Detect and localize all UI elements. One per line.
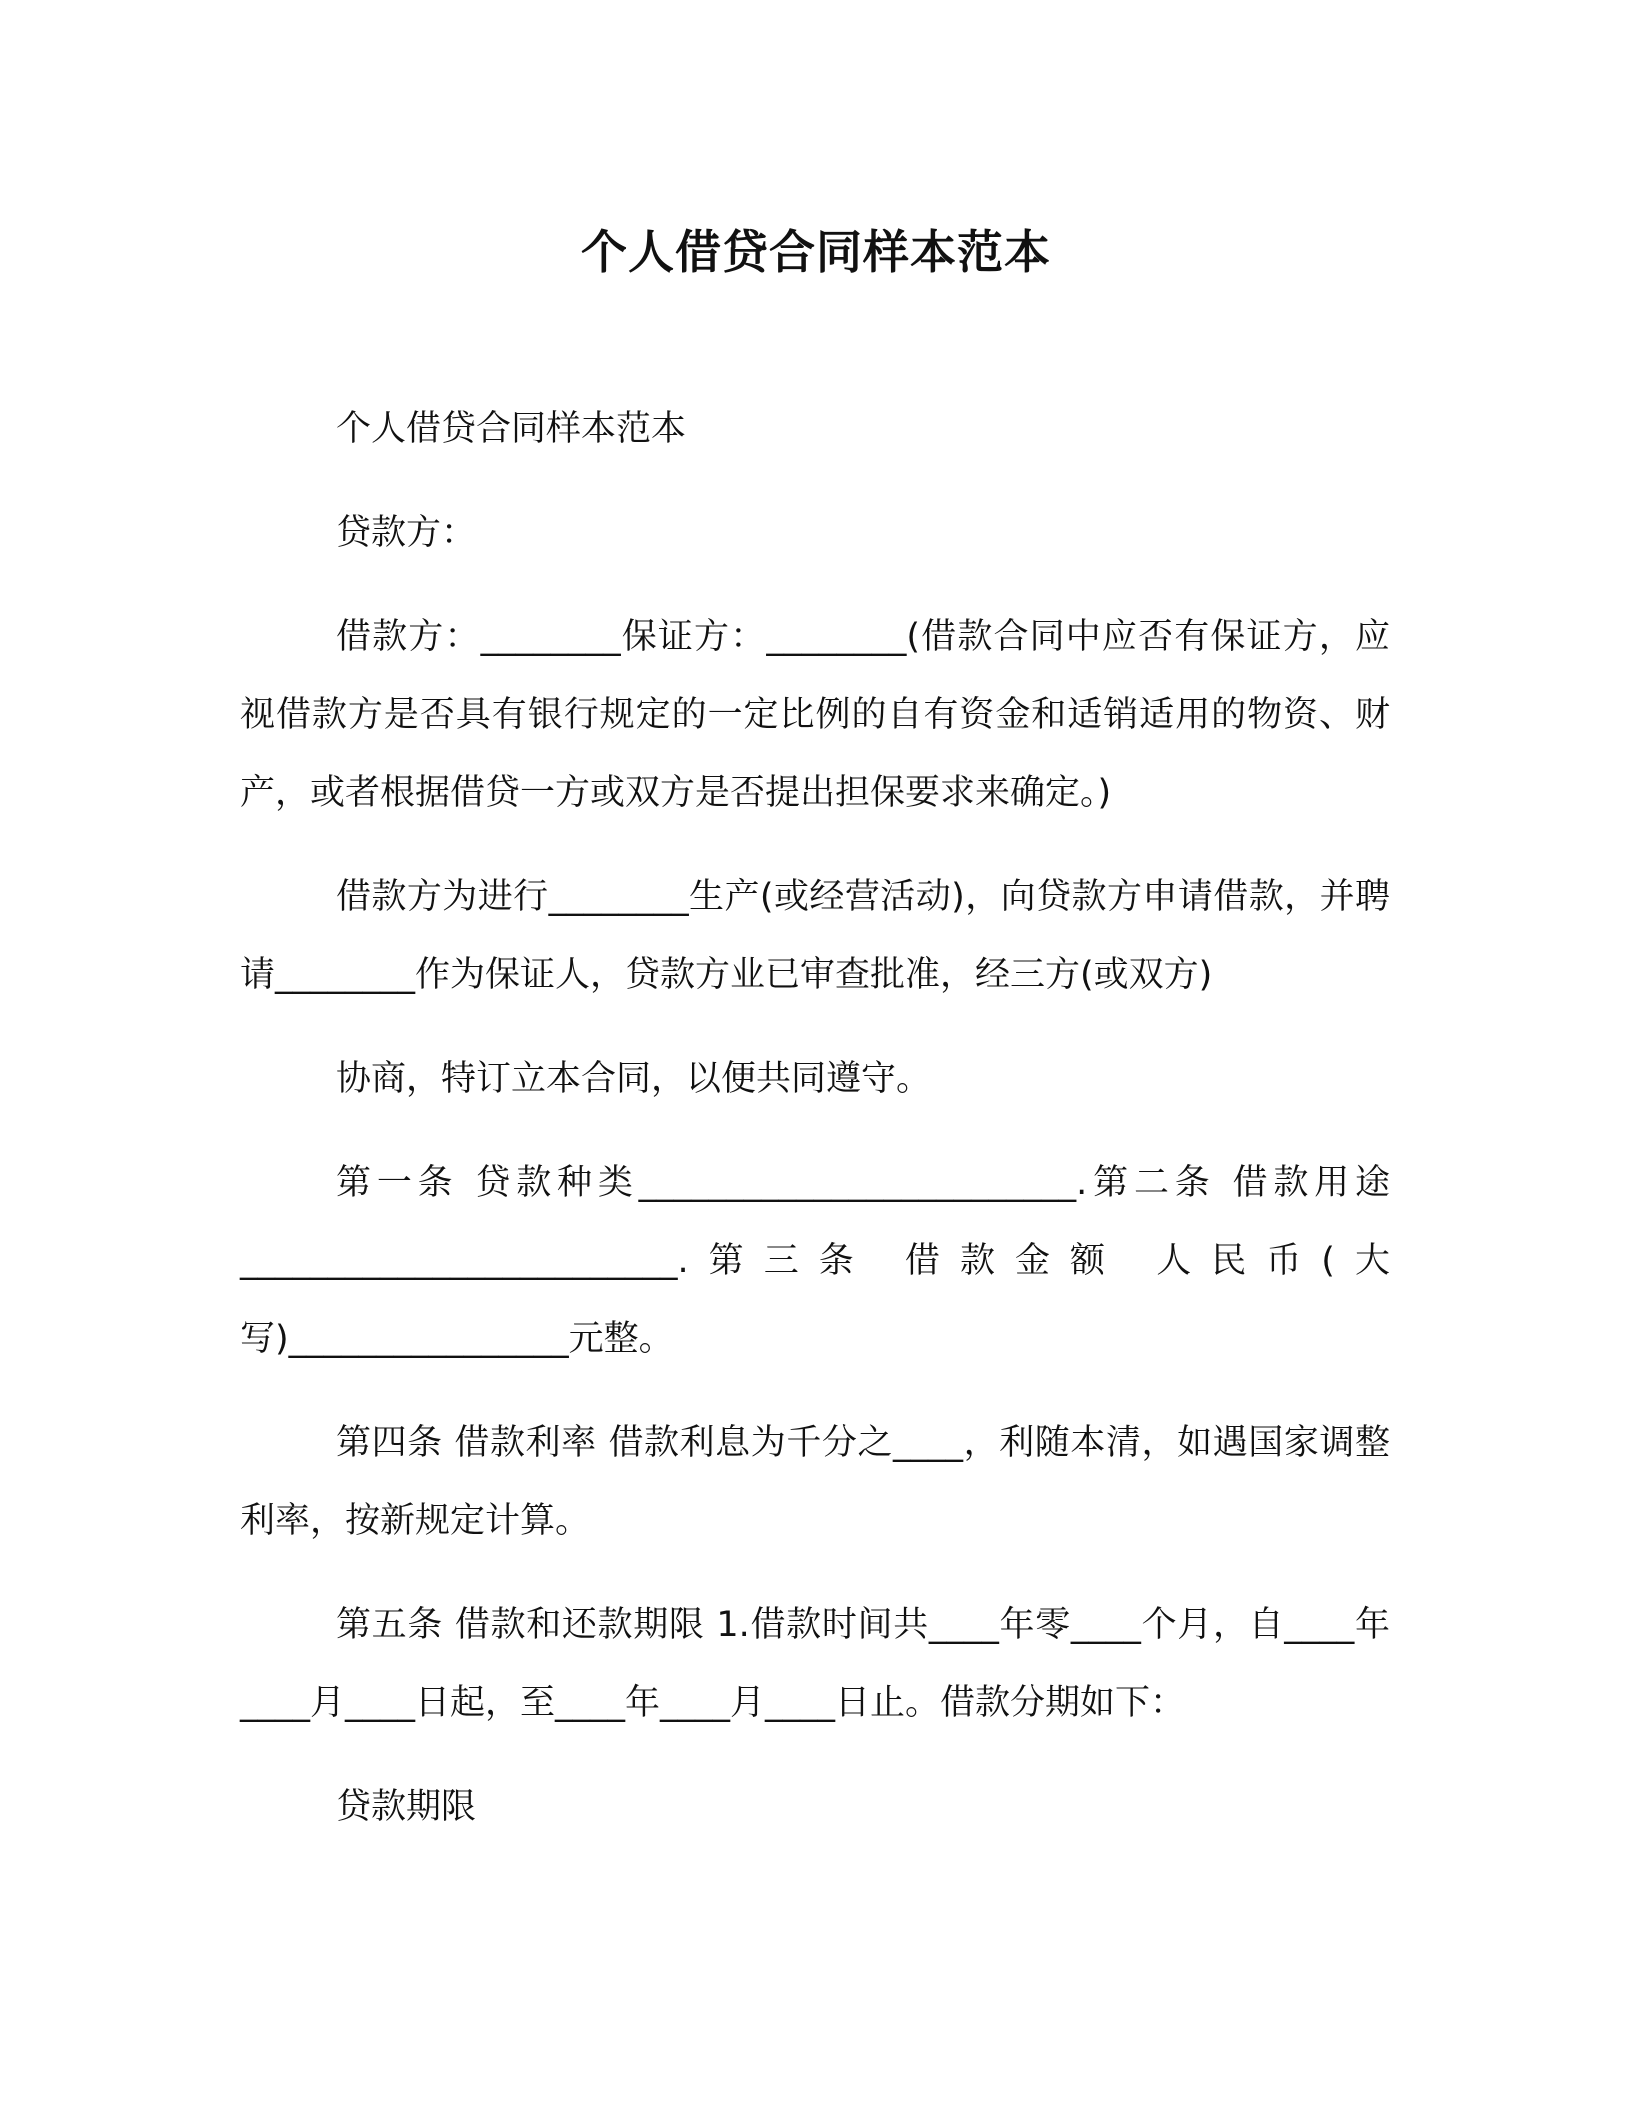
paragraph-borrower-guarantor: 借款方：________保证方：________(借款合同中应否有保证方，应视借款方是否具有银行规定的一定比例的自有资金和适销适用的物资、财产，或者根据借贷一方或双方是否提出担保要求来确定。) — [240, 617, 1390, 813]
paragraph-purpose-intro: 借款方为进行________生产(或经营活动)，向贷款方申请借款，并聘请________作为保证人，贷款方业已审查批准，经三方(或双方) — [240, 877, 1390, 995]
paragraph-loan-term: 贷款期限 — [336, 1787, 477, 1827]
document-title: 个人借贷合同样本范本 — [581, 225, 1051, 279]
paragraph-article-5: 第五条 借款和还款期限 1.借款时间共____年零____个月，自____年____月____日起，至____年____月____日止。借款分期如下： — [240, 1605, 1390, 1723]
paragraph-lender: 贷款方： — [336, 513, 477, 553]
paragraph-agreement: 协商，特订立本合同，以便共同遵守。 — [336, 1059, 932, 1099]
paragraph-articles-1-3: 第一条 贷款种类_________________________.第二条 借款用途_________________________.第三条 借款金额 人民币(大写)________________元整。 — [240, 1163, 1390, 1359]
paragraph-article-4: 第四条 借款利率 借款利息为千分之____，利随本清，如遇国家调整利率，按新规定计算。 — [240, 1423, 1390, 1541]
paragraph-heading: 个人借贷合同样本范本 — [336, 409, 687, 449]
document-body — [240, 390, 1390, 1872]
